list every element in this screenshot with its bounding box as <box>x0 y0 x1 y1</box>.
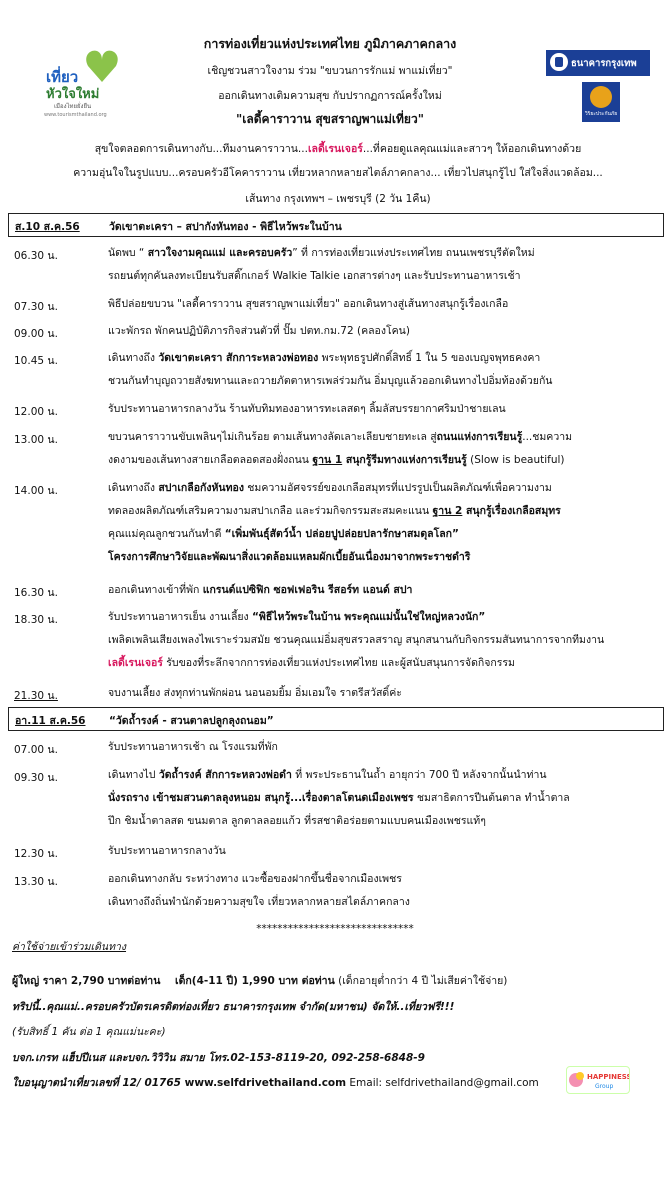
tat-logo <box>40 40 126 120</box>
day1-title: วัดเขาตะเครา – สปากังหันทอง - พิธีไหว้พระในบ้าน <box>109 221 342 233</box>
item-text: นัดพบ “ <box>108 247 148 259</box>
item-text: เดินทางไป <box>108 769 159 781</box>
website-link[interactable]: www.selfdrivethailand.com <box>184 1077 347 1089</box>
item-text: เดินทางถึง <box>108 352 159 364</box>
infant-note: (เด็กอายุต่ำกว่า 4 ปี ไม่เสียค่าใช้จ่าย) <box>334 975 508 987</box>
time-0700: 07.00 น. <box>14 744 58 756</box>
schedule-item-0700: รับประทานอาหารเช้า ณ โรงแรมที่พัก <box>108 741 278 753</box>
adult-price: ผู้ใหญ่ ราคา 2,790 บาทต่อท่าน <box>12 975 161 987</box>
item-text: ...ชมความ <box>522 431 573 443</box>
item-text: ทดลองผลิตภัณฑ์เสริมความงามสปาเกลือ และร่วมกิจกรรมสะสมคะแนน <box>108 505 433 517</box>
header-invite: เชิญชวนสาวใจงาม ร่วม "ขบวนการรักแม่ พาแม่เที่ยว" <box>207 65 453 77</box>
schedule-item-1630 <box>108 579 658 602</box>
schedule-item-0630 <box>108 242 658 288</box>
item-text: พระพุทธรูปศักดิ์สิทธิ์ 1 ใน 5 ของเบญจพุทธคงคา <box>318 352 541 364</box>
happiness-group-logo <box>566 1066 630 1094</box>
item-text: ขบวนคาราวานขับเพลินๆไม่เกินร้อย ตามเส้นทางลัดเลาะเลียบชายทะเล สู่ <box>108 431 437 443</box>
item-text: ชมความอัศจรรย์ของเกลือสมุทรที่แปรรูปเป็นผลิตภัณฑ์เพื่อความงาม <box>243 482 552 494</box>
schedule-item-1045 <box>108 347 658 393</box>
happy-text-2: Group <box>595 1083 614 1090</box>
item-text: รับของที่ระลึกจากการท่องเที่ยวแห่งประเทศไทย และผู้สนับสนุนการจัดกิจกรรม <box>162 657 515 669</box>
license-line <box>12 1074 539 1091</box>
logo-text-2: หัวใจใหม่ <box>46 87 100 102</box>
time-1400: 14.00 น. <box>14 485 58 497</box>
happy-text-1: HAPPINESS <box>587 1073 629 1081</box>
logo-text-3: เมืองไทยยั่งยืน <box>54 103 92 110</box>
time-1230: 12.30 น. <box>14 848 58 860</box>
item-text: เดินทางถึงถิ่นพำนักด้วยความสุขใจ เที่ยวหลากหลายสไตล์ภาคกลาง <box>108 896 410 908</box>
item-bold: ถนนแห่งการเรียนรู้ <box>436 431 523 443</box>
bangkok-bank-logo <box>546 50 650 76</box>
schedule-item-1300 <box>108 426 658 472</box>
item-bold: นั่งรถราง เข้าชมสวนตาลลุงหนอม สนุกรู้...เรื่องตาลโตนดเมืองเพชร <box>108 792 414 804</box>
day1-header <box>8 213 664 237</box>
intro-line-2: ความอุ่นใจในรูปแบบ...ครอบครัวอีโคคาราวาน เที่ยวหลากหลายสไตล์ภาคกลาง... เที่ยวไปสนุกรู้ไป ใส่ใจสิ่งแวดล้อม... <box>73 167 603 179</box>
time-0930: 09.30 น. <box>14 772 58 784</box>
contact-line: บจก.เกรท แฮ็ปปีเนส และบจก.วิวิวิน สมาย โทร.02-153-8119-20, 092-258-6848-9 <box>12 1052 425 1064</box>
intro-text-b: ...ที่คอยดูแลคุณแม่และสาวๆ ให้ออกเดินทางด้วย <box>362 143 582 155</box>
time-2130: 21.30 น. <box>14 690 58 702</box>
route-line: เส้นทาง กรุงเทพฯ – เพชรบุรี (2 วัน 1คืน) <box>245 193 431 205</box>
viriyah-logo <box>582 82 620 122</box>
email-text: Email: selfdrivethailand@gmail.com <box>346 1077 539 1089</box>
item-text: เดินทางถึง <box>108 482 159 494</box>
item-bold: สนุกรู้รีมทางแห่งการเรียนรู้ <box>342 454 467 466</box>
time-1830: 18.30 น. <box>14 614 58 626</box>
item-text: รับประทานอาหารเย็น งานเลี้ยง <box>108 611 253 623</box>
time-1200: 12.00 น. <box>14 406 58 418</box>
schedule-item-0730: พิธีปล่อยขบวน "เลดี้คาราวาน สุขสราญพาแม่เที่ยว" ออกเดินทางสู่เส้นทางสนุกรู้เรื่องเกลือ <box>108 298 509 310</box>
schedule-item-1400 <box>108 477 658 569</box>
day2-title: “วัดถ้ำรงค์ - สวนตาลปลูกลุงถนอม” <box>109 715 274 727</box>
item-text: ชวนกันทำบุญถวายสังฆทานและถวายภัตตาหารเพล่ร่วมกัน อิ่มบุญแล้วออกเดินทางไปอิ่มท้องด้วยกัน <box>108 375 553 387</box>
hotel-name: แกรนด์แปซิฟิก ซอฟเฟอริน รีสอร์ท แอนด์ สปา <box>202 584 413 596</box>
item-text: รถยนต์ทุกคันลงทะเบียนรับสติ๊กเกอร์ Walkie Talkie เอกสารต่างๆ และรับประทานอาหารเช้า <box>108 270 521 282</box>
viriyah-emblem-icon <box>590 86 612 108</box>
limit-note: (รับสิทธิ์ 1 คัน ต่อ 1 คุณแม่นะคะ) <box>12 1026 166 1038</box>
item-bold: วัดถ้ำรงค์ สักการะหลวงพ่อดำ <box>158 769 292 781</box>
schedule-item-1330 <box>108 868 658 914</box>
schedule-item-0930 <box>108 764 658 833</box>
item-bold: สาวใจงามคุณแม่ และครอบครัว <box>147 247 293 259</box>
day1-date: ส.10 ส.ค.56 <box>15 221 80 233</box>
intro-text-a: สุขใจตลอดการเดินทางกับ...ทีมงานคาราวาน... <box>94 143 308 155</box>
separator-stars: ****************************** <box>256 923 414 935</box>
time-1300: 13.00 น. <box>14 434 58 446</box>
promo-line: ทริปนี้..คุณแม่..ครอบครัวบัตรเครดิตท่องเที่ยว ธนาคารกรุงเทพ จำกัด(มหาชน) จัดให้..เที่ยวฟรี!!! <box>12 1001 455 1013</box>
schedule-item-0900: แวะพักรถ พักคนปฏิบัติภารกิจส่วนตัวที่ ปั๊ม ปตท.กม.72 (คลองโคน) <box>108 325 410 337</box>
item-text: คุณแม่คุณลูกชวนกันทำดี <box>108 528 225 540</box>
child-price: เด็ก(4-11 ปี) 1,990 บาท ต่อท่าน <box>160 975 335 987</box>
item-text: เพลิดเพลินเสียงเพลงไพเราะร่วมสมัย ชวนคุณแม่อิ่มสุขสรวลสราญ สนุกสนานกับกิจกรรมสันทนาการจากทีมงาน <box>108 634 605 646</box>
lady-ranger-text: เลดี้เรนเจอร์ <box>108 657 163 669</box>
item-text: ออกเดินทางเข้าที่พัก <box>108 584 203 596</box>
schedule-item-1830 <box>108 606 658 675</box>
item-text: งดงามของเส้นทางสายเกลือตลอดสองฝั่งถนน <box>108 454 313 466</box>
base-2-label: ฐาน 2 <box>432 505 463 517</box>
time-1630: 16.30 น. <box>14 587 58 599</box>
header-subline: ออกเดินทางเติมความสุข กับปรากฏการณ์ครั้งใหม่ <box>218 90 442 102</box>
item-bold: สนุกรู้เรื่องเกลือสมุทร <box>462 505 561 517</box>
item-bold: “เพิ่มพันธุ์สัตว์น้ำ ปล่อยปูปล่อยปลารักษาสมดุลโลก” <box>224 528 459 540</box>
campaign-title: "เลดี้คาราวาน สุขสราญพาแม่เที่ยว" <box>236 112 424 126</box>
bank-name: ธนาคารกรุงเทพ <box>571 58 637 69</box>
item-text: ที่ พระประธานในถ้ำ อายุกว่า 700 ปี หลังจากนั้นนำท่าน <box>291 769 547 781</box>
lady-ranger-text: เลดี้เรนเจอร์ <box>307 143 363 155</box>
bank-emblem-icon <box>550 53 568 71</box>
viriyah-name: วิริยะประกันภัย <box>584 111 618 117</box>
price-line <box>12 972 507 989</box>
time-1045: 10.45 น. <box>14 355 58 367</box>
item-text: ออกเดินทางกลับ ระหว่างทาง แวะซื้อของฝากขึ้นชื่อจากเมืองเพชร <box>108 873 402 885</box>
day2-header <box>8 707 664 731</box>
logo-text-1: เที่ยว <box>46 68 79 86</box>
item-text: ปึก ชิมน้ำตาลสด ขนมตาล ลูกตาลลอยแก้ว ที่รสชาติอร่อยตามแบบคนเมืองเพชรแท้ๆ <box>108 815 486 827</box>
time-0730: 07.30 น. <box>14 301 58 313</box>
item-bold: วัดเขาตะเครา สักการะหลวงพ่อทอง <box>158 352 319 364</box>
time-0900: 09.00 น. <box>14 328 58 340</box>
item-bold: “พิธีไหว้พระในบ้าน พระคุณแม่นั้นใช่ใหญ่หลวงนัก” <box>252 611 486 623</box>
schedule-item-1200: รับประทานอาหารกลางวัน ร้านทับทิมทองอาหารทะเลสดๆ ลิ้มลัสบรรยากาศริมป่าชายเลน <box>108 403 506 415</box>
item-bold: สปาเกลือกังหันทอง <box>158 482 244 494</box>
time-1330: 13.30 น. <box>14 876 58 888</box>
logo-url: www.tourismthailand.org <box>44 112 107 118</box>
item-text: ชมสาธิตการปีนต้นตาล ทำน้ำตาล <box>413 792 570 804</box>
item-text: (Slow is beautiful) <box>466 454 565 466</box>
schedule-item-2130: จบงานเลี้ยง ส่งทุกท่านพักผ่อน นอนอมยิ้ม อิ่มเอมใจ ราตรีสวัสดิ์ค่ะ <box>108 687 402 699</box>
day2-date: อา.11 ส.ค.56 <box>15 715 86 727</box>
page-title: การท่องเที่ยวแห่งประเทศไทย ภูมิภาคภาคกลาง <box>203 36 457 51</box>
schedule-item-1230: รับประทานอาหารกลางวัน <box>108 845 226 857</box>
license-number: ใบอนุญาตนำเที่ยวเลขที่ 12/ 01765 <box>12 1077 185 1089</box>
base-1-label: ฐาน 1 <box>312 454 343 466</box>
intro-line-1 <box>18 140 658 157</box>
project-name: โครงการศึกษาวิจัยและพัฒนาสิ่งแวดล้อมแหลมผักเบี้ยอันเนื่องมาจากพระราชดำริ <box>108 551 471 563</box>
item-text: ” ที่ การท่องเที่ยวแห่งประเทศไทย ถนนเพชรบุรีตัดใหม่ <box>292 247 535 259</box>
cost-heading: ค่าใช้จ่ายเข้าร่วมเดินทาง <box>12 941 127 953</box>
time-0630: 06.30 น. <box>14 250 58 262</box>
